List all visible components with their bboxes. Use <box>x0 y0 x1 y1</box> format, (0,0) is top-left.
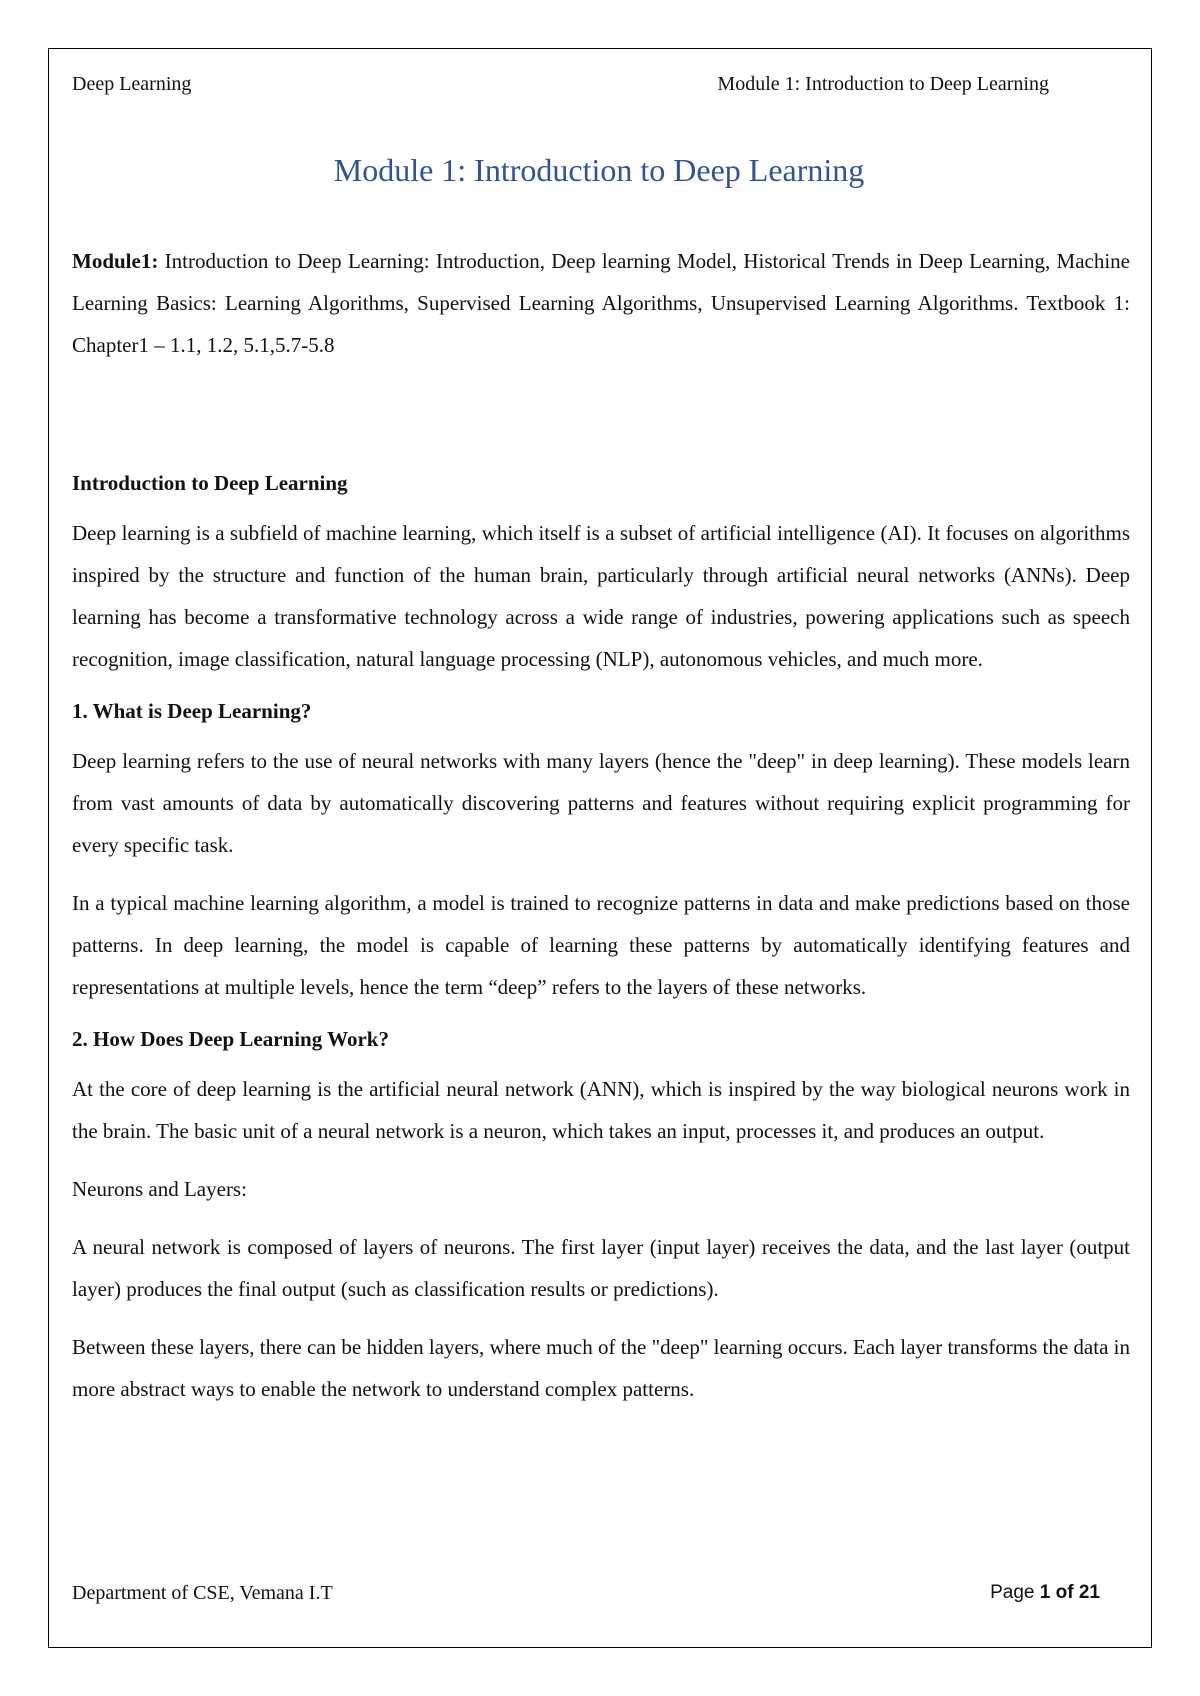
syllabus-lead: Module1: <box>72 249 159 273</box>
heading-what-is-deep-learning: 1. What is Deep Learning? <box>72 699 312 723</box>
page-total: 21 <box>1078 1582 1100 1603</box>
section-spacer <box>72 382 1130 468</box>
paragraph-neurons-1: A neural network is composed of layers of neurons. The first layer (input layer) receives the data, and the last layer (output layer) produces the final output (such as classification results or predictions). <box>72 1235 1130 1301</box>
document-body <box>72 240 1130 1426</box>
page-title: Module 1: Introduction to Deep Learning <box>333 152 865 188</box>
paragraph-what-2: In a typical machine learning algorithm, a model is trained to recognize patterns in data and make predictions based on those patterns. In deep learning, the model is capable of learning these patterns by automatically identifying features and representations at multiple levels, hence the term “deep” refers to the layers of these networks. <box>72 891 1130 999</box>
paragraph-neurons-2: Between these layers, there can be hidden layers, where much of the "deep" learning occurs. Each layer transforms the data in more abstract ways to enable the network to understand complex patterns. <box>72 1335 1130 1401</box>
heading-how-does-it-work: 2. How Does Deep Learning Work? <box>72 1027 389 1051</box>
page-current: 1 <box>1039 1582 1051 1603</box>
header-course: Deep Learning <box>72 73 192 95</box>
syllabus-paragraph <box>72 240 1130 366</box>
page-footer <box>72 1580 1112 1606</box>
page-of: of <box>1050 1582 1079 1603</box>
paragraph-what-1: Deep learning refers to the use of neural networks with many layers (hence the "deep" in deep learning). These models learn from vast amounts of data by automatically discovering patterns and features without requiring explicit programming for every specific task. <box>72 749 1130 857</box>
paragraph-how-1: At the core of deep learning is the artificial neural network (ANN), which is inspired by the way biological neurons work in the brain. The basic unit of a neural network is a neuron, which takes an input, processes it, and produces an output. <box>72 1077 1130 1143</box>
page-header <box>72 72 1049 96</box>
footer-department: Department of CSE, Vemana I.T <box>72 1582 333 1604</box>
syllabus-text: Introduction to Deep Learning: Introduction, Deep learning Model, Historical Trends in Deep Learning, Machine Learning Basics: Learning Algorithms, Supervised Learning Algorithms, Unsupervised Learning Algorithms. Textbook 1: Chapter1 – 1.1, 1.2, 5.1,5.7-5.8 <box>72 249 1130 357</box>
page-word: Page <box>990 1582 1040 1603</box>
page-number <box>990 1580 1100 1606</box>
header-module: Module 1: Introduction to Deep Learning <box>717 73 1049 95</box>
paragraph-introduction: Deep learning is a subfield of machine learning, which itself is a subset of artificial intelligence (AI). It focuses on algorithms inspired by the structure and function of the human brain, particularly through artificial neural networks (ANNs). Deep learning has become a transformative technology across a wide range of industries, powering applications such as speech recognition, image classification, natural language processing (NLP), autonomous vehicles, and much more. <box>72 521 1130 671</box>
label-neurons-and-layers: Neurons and Layers: <box>72 1177 247 1201</box>
heading-introduction: Introduction to Deep Learning <box>72 471 348 495</box>
